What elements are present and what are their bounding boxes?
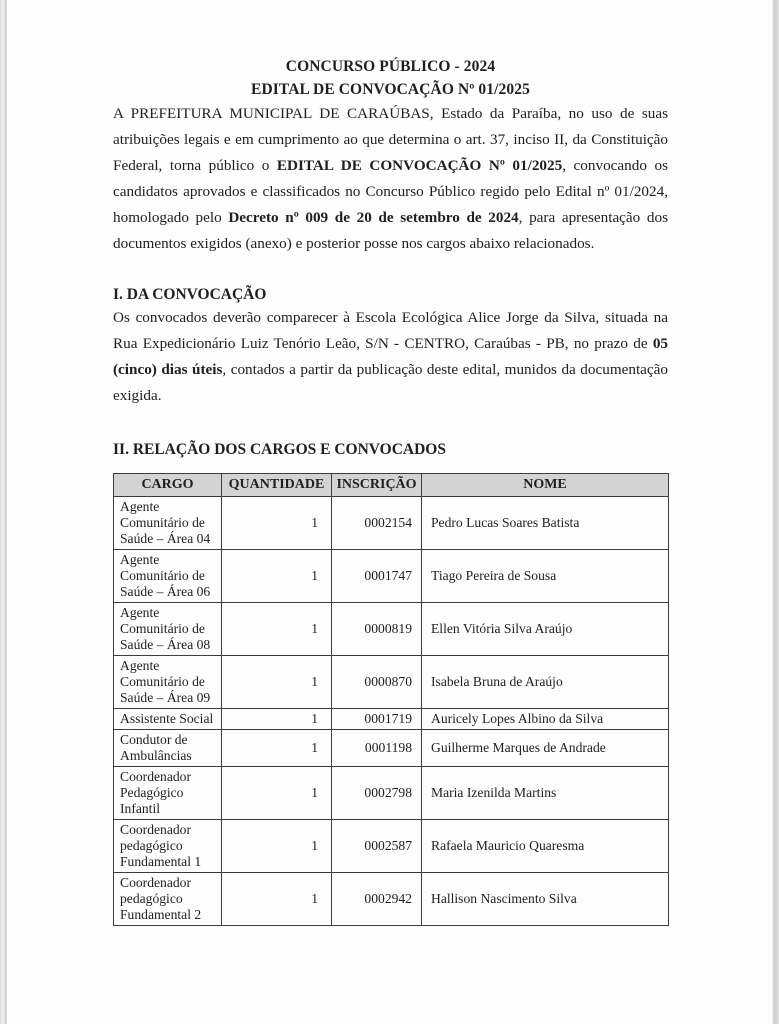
table-row [114, 820, 669, 873]
cell-nome: Tiago Pereira de Sousa [422, 550, 669, 603]
photo-edge-left [0, 0, 7, 1024]
cell-inscricao: 0002154 [332, 497, 422, 550]
cell-inscricao: 0000819 [332, 603, 422, 656]
cell-nome: Rafaela Mauricio Quaresma [422, 820, 669, 873]
cell-nome: Guilherme Marques de Andrade [422, 730, 669, 767]
intro-text-3: , para apresentação dos documentos exigidos (anexo) e posterior posse nos cargos abaixo relacionados. [113, 209, 668, 252]
table-row [114, 709, 669, 730]
col-header-inscricao: INSCRIÇÃO [332, 474, 422, 497]
cell-cargo: Agente Comunitário de Saúde – Área 06 [114, 550, 222, 603]
cell-cargo: Coordenador Pedagógico Infantil [114, 767, 222, 820]
section-2-heading: II. RELAÇÃO DOS CARGOS E CONVOCADOS [113, 441, 446, 458]
cell-cargo: Coordenador pedagógico Fundamental 2 [114, 873, 222, 926]
cell-nome: Isabela Bruna de Araújo [422, 656, 669, 709]
cell-inscricao: 0001747 [332, 550, 422, 603]
intro-text-2: , convocando os candidatos aprovados e classificados no Concurso Público regido pelo Edital nº 01/2024, homologado pelo [113, 157, 668, 226]
col-header-quantidade: QUANTIDADE [222, 474, 332, 497]
intro-bold-edital: EDITAL DE CONVOCAÇÃO Nº 01/2025 [276, 157, 563, 174]
col-header-nome: NOME [422, 474, 669, 497]
cell-inscricao: 0001719 [332, 709, 422, 730]
cell-cargo: Condutor de Ambulâncias [114, 730, 222, 767]
cell-cargo: Assistente Social [114, 709, 222, 730]
intro-bold-decreto: Decreto nº 009 de 20 de setembro de 2024 [228, 209, 519, 226]
table-row [114, 873, 669, 926]
cell-quantidade: 1 [222, 820, 332, 873]
cell-nome: Ellen Vitória Silva Araújo [422, 603, 669, 656]
section-1-paragraph [113, 305, 668, 409]
cell-inscricao: 0002587 [332, 820, 422, 873]
cell-quantidade: 1 [222, 709, 332, 730]
cell-inscricao: 0001198 [332, 730, 422, 767]
cell-nome: Maria Izenilda Martins [422, 767, 669, 820]
sec1-bold-prazo: 05 (cinco) dias úteis [113, 335, 668, 378]
table-row [114, 730, 669, 767]
cell-cargo: Coordenador pedagógico Fundamental 1 [114, 820, 222, 873]
document-page [113, 0, 668, 926]
intro-text-1: A PREFEITURA MUNICIPAL DE CARAÚBAS, Estado da Paraíba, no uso de suas atribuições legais e em cumprimento ao que determina o art. 37, inciso II, da Constituição Federal, torna público o [113, 105, 668, 174]
cell-inscricao: 0000870 [332, 656, 422, 709]
cell-cargo: Agente Comunitário de Saúde – Área 08 [114, 603, 222, 656]
cell-quantidade: 1 [222, 550, 332, 603]
convocados-table [113, 473, 669, 926]
table-row [114, 497, 669, 550]
cell-inscricao: 0002942 [332, 873, 422, 926]
photo-edge-right [772, 0, 779, 1024]
sec1-text-1: Os convocados deverão comparecer à Escola Ecológica Alice Jorge da Silva, situada na Rua Expedicionário Luiz Tenório Leão, S/N - CENTRO, Caraúbas - PB, no prazo de [113, 309, 668, 352]
table-header-row [114, 474, 669, 497]
table-row [114, 550, 669, 603]
col-header-cargo: CARGO [114, 474, 222, 497]
cell-quantidade: 1 [222, 873, 332, 926]
intro-paragraph [113, 101, 668, 257]
cell-cargo: Agente Comunitário de Saúde – Área 04 [114, 497, 222, 550]
cell-cargo: Agente Comunitário de Saúde – Área 09 [114, 656, 222, 709]
cell-nome: Hallison Nascimento Silva [422, 873, 669, 926]
cell-quantidade: 1 [222, 767, 332, 820]
cell-inscricao: 0002798 [332, 767, 422, 820]
section-1-heading: I. DA CONVOCAÇÃO [113, 286, 267, 303]
cell-quantidade: 1 [222, 603, 332, 656]
cell-nome: Auricely Lopes Albino da Silva [422, 709, 669, 730]
cell-nome: Pedro Lucas Soares Batista [422, 497, 669, 550]
table-row [114, 603, 669, 656]
title-line-edital: EDITAL DE CONVOCAÇÃO Nº 01/2025 [251, 81, 530, 98]
cell-quantidade: 1 [222, 497, 332, 550]
cell-quantidade: 1 [222, 730, 332, 767]
title-line-concurso: CONCURSO PÚBLICO - 2024 [285, 58, 496, 75]
sec1-text-2: , contados a partir da publicação deste edital, munidos da documentação exigida. [113, 361, 669, 404]
table-row [114, 656, 669, 709]
cell-quantidade: 1 [222, 656, 332, 709]
document-title [113, 55, 668, 101]
table-row [114, 767, 669, 820]
